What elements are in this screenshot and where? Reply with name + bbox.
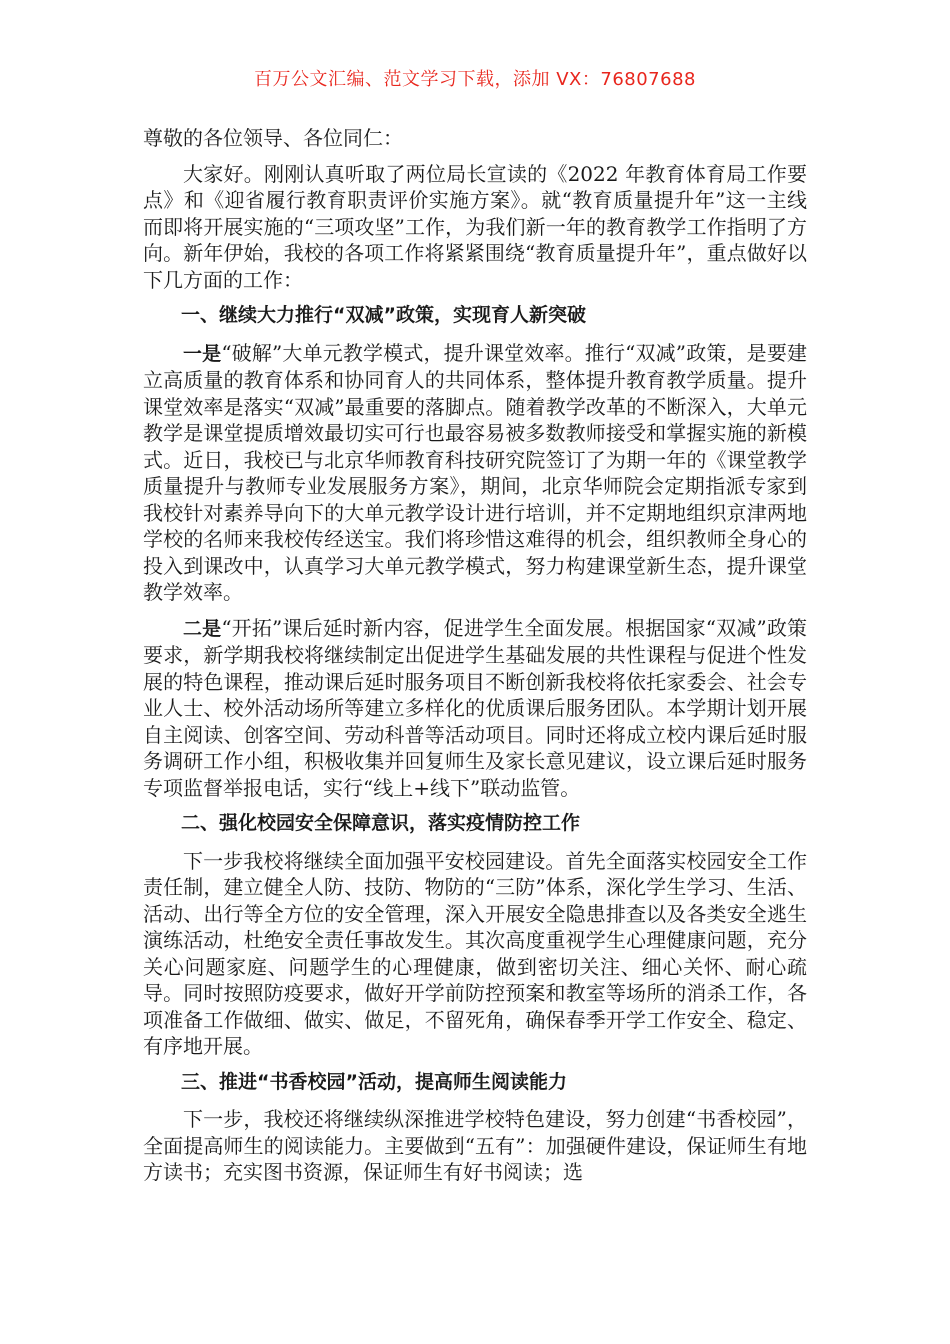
salutation: 尊敬的各位领导、各位同仁： [143,126,403,150]
paragraph-text: “开拓”课后延时新内容，促进学生全面发展。根据国家“双减”政策要求，新学期我校将继续制定出促进学生基础发展的共性课程与促进个性发展的特色课程，推动课后延时服务项目不断创新我校将依托家委会、社会专业人士、校外活动场所等建立多样化的优质课后服务团队。本学期计划开展自主阅读、创客空间、劳动科普等活动项目。同时还将成立校内课后延时服务调研工作小组，积极收集并回复师生及家长意见建议，设立课后延时服务专项监督举报电话，实行“线上+线下”联动监管。 [143,615,807,800]
section-1-paragraph-2 [143,615,807,802]
paragraph-lead: 二是 [183,617,222,640]
section-1-heading: 一、继续大力推行“双减”政策，实现育人新突破 [181,304,586,326]
section-2-heading: 二、强化校园安全保障意识，落实疫情防控工作 [181,812,581,834]
section-3-paragraph-1: 下一步，我校还将继续纵深推进学校特色建设，努力创建“书香校园”，全面提高师生的阅读能力。主要做到“五有”：加强硬件建设，保证师生有地方读书；充实图书资源，保证师生有好书阅读；选 [143,1107,807,1184]
document-body [143,125,807,1195]
section-2-paragraph-1: 下一步我校将继续全面加强平安校园建设。首先全面落实校园安全工作责任制，建立健全人防、技防、物防的“三防”体系，深化学生学习、生活、活动、出行等全方位的安全管理，深入开展安全隐患排查以及各类安全逃生演练活动，杜绝安全责任事故发生。其次高度重视学生心理健康问题，充分关心问题家庭、问题学生的心理健康，做到密切关注、细心关怀、耐心疏导。同时按照防疫要求，做好开学前防控预案和教室等场所的消杀工作，各项准备工作做细、做实、做足，不留死角，确保春季开学工作安全、稳定、有序地开展。 [143,848,807,1058]
paragraph-text: “破解”大单元教学模式，提升课堂效率。推行“双减”政策，是要建立高质量的教育体系和协同育人的共同体系，整体提升教育教学质量。提升课堂效率是落实“双减”最重要的落脚点。随着教学改革的不断深入，大单元教学是课堂提质增效最切实可行也最容易被多数教师接受和掌握实施的新模式。近日，我校已与北京华师教育科技研究院签订了为期一年的《课堂教学质量提升与教师专业发展服务方案》，期间，北京华师院会定期指派专家到我校针对素养导向下的大单元教学设计进行培训，并不定期地组织京津两地学校的名师来我校传经送宝。我们将珍惜这难得的机会，组织教师全身心的投入到课改中，认真学习大单元教学模式，努力构建课堂新生态，提升课堂教学效率。 [143,340,807,604]
intro-paragraph: 大家好。刚刚认真听取了两位局长宣读的《2022 年教育体育局工作要点》和《迎省履行教育职责评价实施方案》。就“教育质量提升年”这一主线而即将开展实施的“三项攻坚”工作，为我们新一年的教育教学工作指明了方向。新年伊始，我校的各项工作将紧紧围绕“教育质量提升年”，重点做好以下几方面的工作： [143,161,807,292]
paragraph-lead: 一是 [183,342,222,365]
section-3-heading: 三、推进“书香校园”活动，提高师生阅读能力 [181,1070,567,1093]
section-1-paragraph-1 [143,340,807,606]
watermark-header: 百万公文汇编、范文学习下载，添加 VX：76807688 [254,69,696,90]
